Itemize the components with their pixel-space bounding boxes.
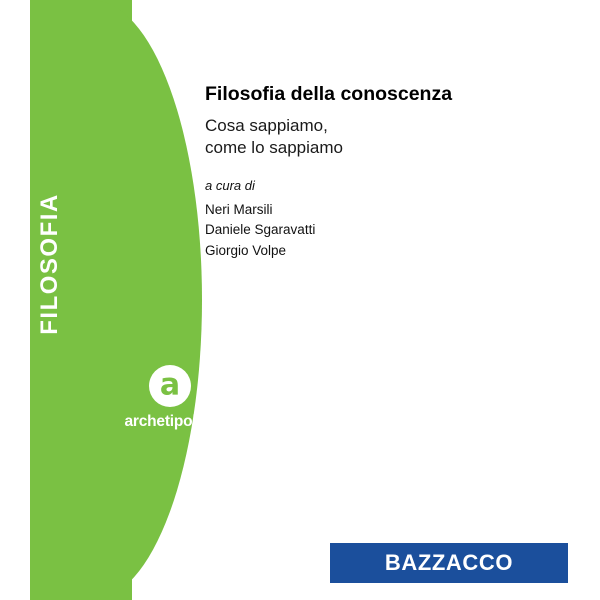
page-title: Filosofia della conoscenza [205, 83, 453, 105]
title-block [205, 82, 565, 160]
publisher-band [330, 543, 568, 583]
editor-name: Daniele Sgaravatti [205, 222, 316, 238]
editor-name: Neri Marsili [205, 202, 273, 217]
editors-prefix: a cura di [205, 178, 255, 193]
series-color-band-curve [92, 0, 202, 600]
band-left-margin [0, 0, 30, 600]
imprint-logo-letter: a [159, 367, 181, 403]
imprint-name-light: libri [192, 413, 216, 430]
editors-block [205, 178, 535, 261]
series-label: FILOSOFIA [36, 193, 63, 335]
imprint-name-bold: archetipo [124, 413, 193, 430]
publisher-name: BAZZACCO [384, 550, 514, 575]
subtitle-line-2: come lo sappiamo [205, 138, 343, 158]
imprint-name [110, 413, 230, 431]
subtitle-line-1: Cosa sappiamo, [205, 116, 328, 136]
imprint-logo [110, 365, 230, 431]
imprint-logo-icon [149, 365, 191, 407]
editor-name: Giorgio Volpe [205, 242, 287, 258]
